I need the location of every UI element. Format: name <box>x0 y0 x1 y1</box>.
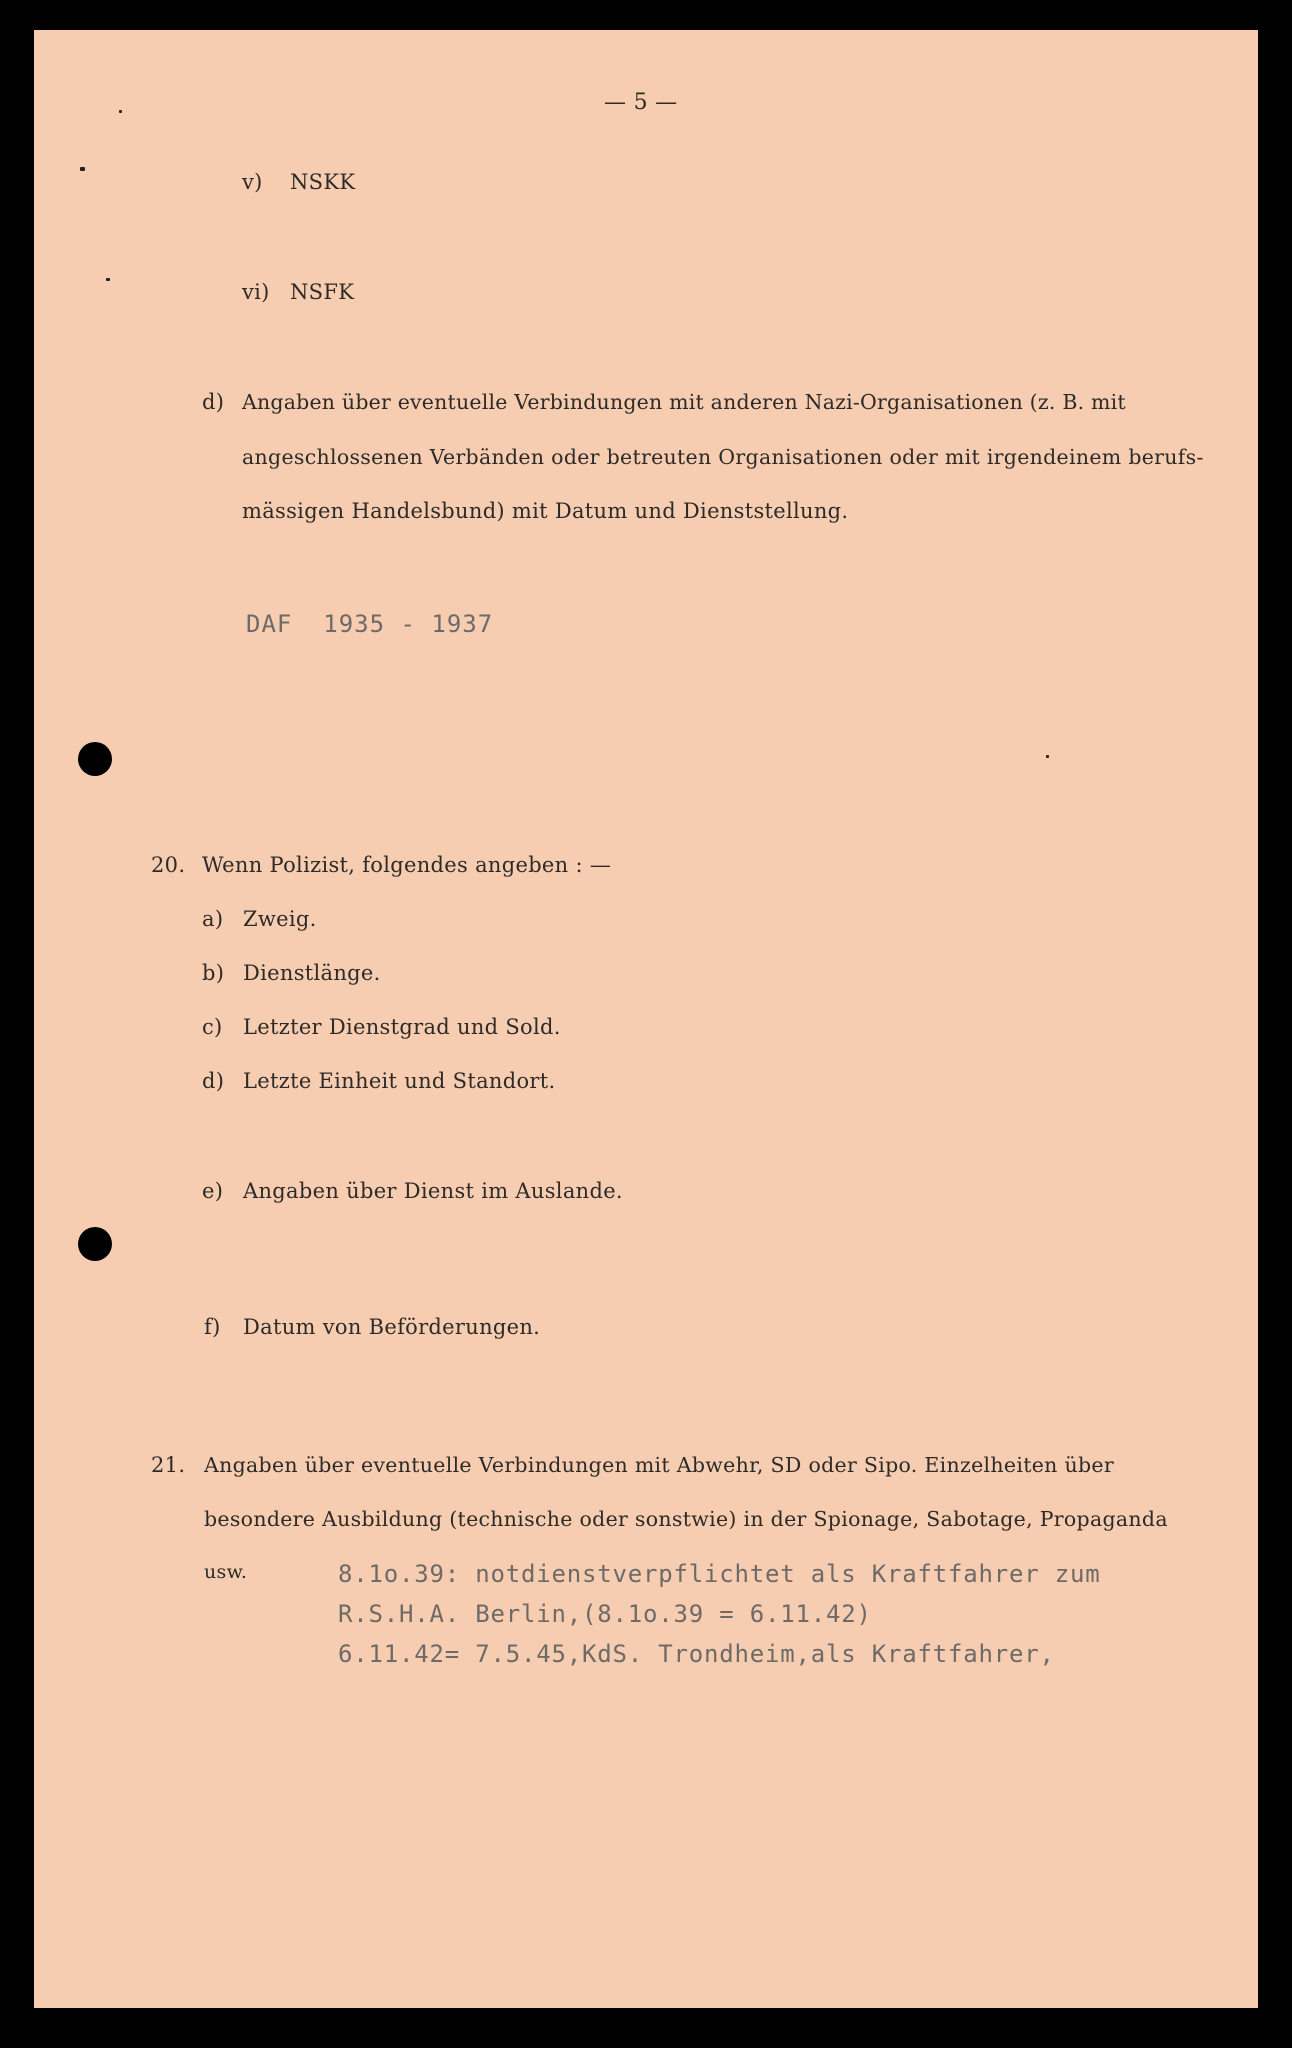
item-v-marker: v) <box>242 170 263 194</box>
speck <box>80 167 85 171</box>
page-number: — 5 — <box>604 90 678 115</box>
q20-item-e-marker: e) <box>202 1179 224 1203</box>
q20-item-f-text: Datum von Beförderungen. <box>243 1315 541 1339</box>
q21-answer-line2: R.S.H.A. Berlin,(8.1o.39 = 6.11.42) <box>338 1600 872 1628</box>
q20-item-a-marker: a) <box>202 907 224 931</box>
item-vi-marker: vi) <box>242 280 270 304</box>
section-d-line2: angeschlossenen Verbänden oder betreuten Organisationen oder mit irgendeinem berufs- <box>242 445 1204 469</box>
section-d-marker: d) <box>202 390 225 414</box>
q20-item-b-marker: b) <box>202 961 225 985</box>
q20-number: 20. <box>151 853 186 877</box>
q20-item-d-marker: d) <box>202 1069 225 1093</box>
speck <box>1046 755 1049 758</box>
section-d-line3: mässigen Handelsbund) mit Datum und Dienststellung. <box>242 499 849 523</box>
q20-item-c-marker: c) <box>202 1015 223 1039</box>
q20-text: Wenn Polizist, folgendes angeben : — <box>202 853 612 877</box>
q20-item-f-marker: f) <box>204 1315 221 1339</box>
q20-item-b-text: Dienstlänge. <box>243 961 381 985</box>
document-page <box>34 30 1258 2008</box>
punch-hole-bottom <box>78 1227 112 1261</box>
q21-answer-line3: 6.11.42= 7.5.45,KdS. Trondheim,als Kraftfahrer, <box>338 1640 1055 1668</box>
speck <box>106 278 110 281</box>
punch-hole-top <box>78 742 112 776</box>
item-vi-text: NSFK <box>290 280 355 304</box>
speck <box>119 110 122 113</box>
q21-answer-line1: 8.1o.39: notdienstverpflichtet als Kraftfahrer zum <box>338 1560 1101 1588</box>
q21-line1: Angaben über eventuelle Verbindungen mit Abwehr, SD oder Sipo. Einzelheiten über <box>204 1453 1114 1477</box>
q20-item-c-text: Letzter Dienstgrad und Sold. <box>243 1015 561 1039</box>
q20-item-e-text: Angaben über Dienst im Auslande. <box>243 1179 623 1203</box>
section-d-line1: Angaben über eventuelle Verbindungen mit anderen Nazi-Organisationen (z. B. mit <box>242 390 1126 414</box>
q21-line2: besondere Ausbildung (technische oder sonstwie) in der Spionage, Sabotage, Propaganda <box>204 1507 1168 1531</box>
q21-number: 21. <box>151 1453 186 1477</box>
item-v-text: NSKK <box>290 170 356 194</box>
q21-line3-prefix: usw. <box>204 1561 248 1583</box>
q20-item-d-text: Letzte Einheit und Standort. <box>243 1069 556 1093</box>
section-d-answer: DAF 1935 - 1937 <box>246 610 494 638</box>
q20-item-a-text: Zweig. <box>243 907 317 931</box>
